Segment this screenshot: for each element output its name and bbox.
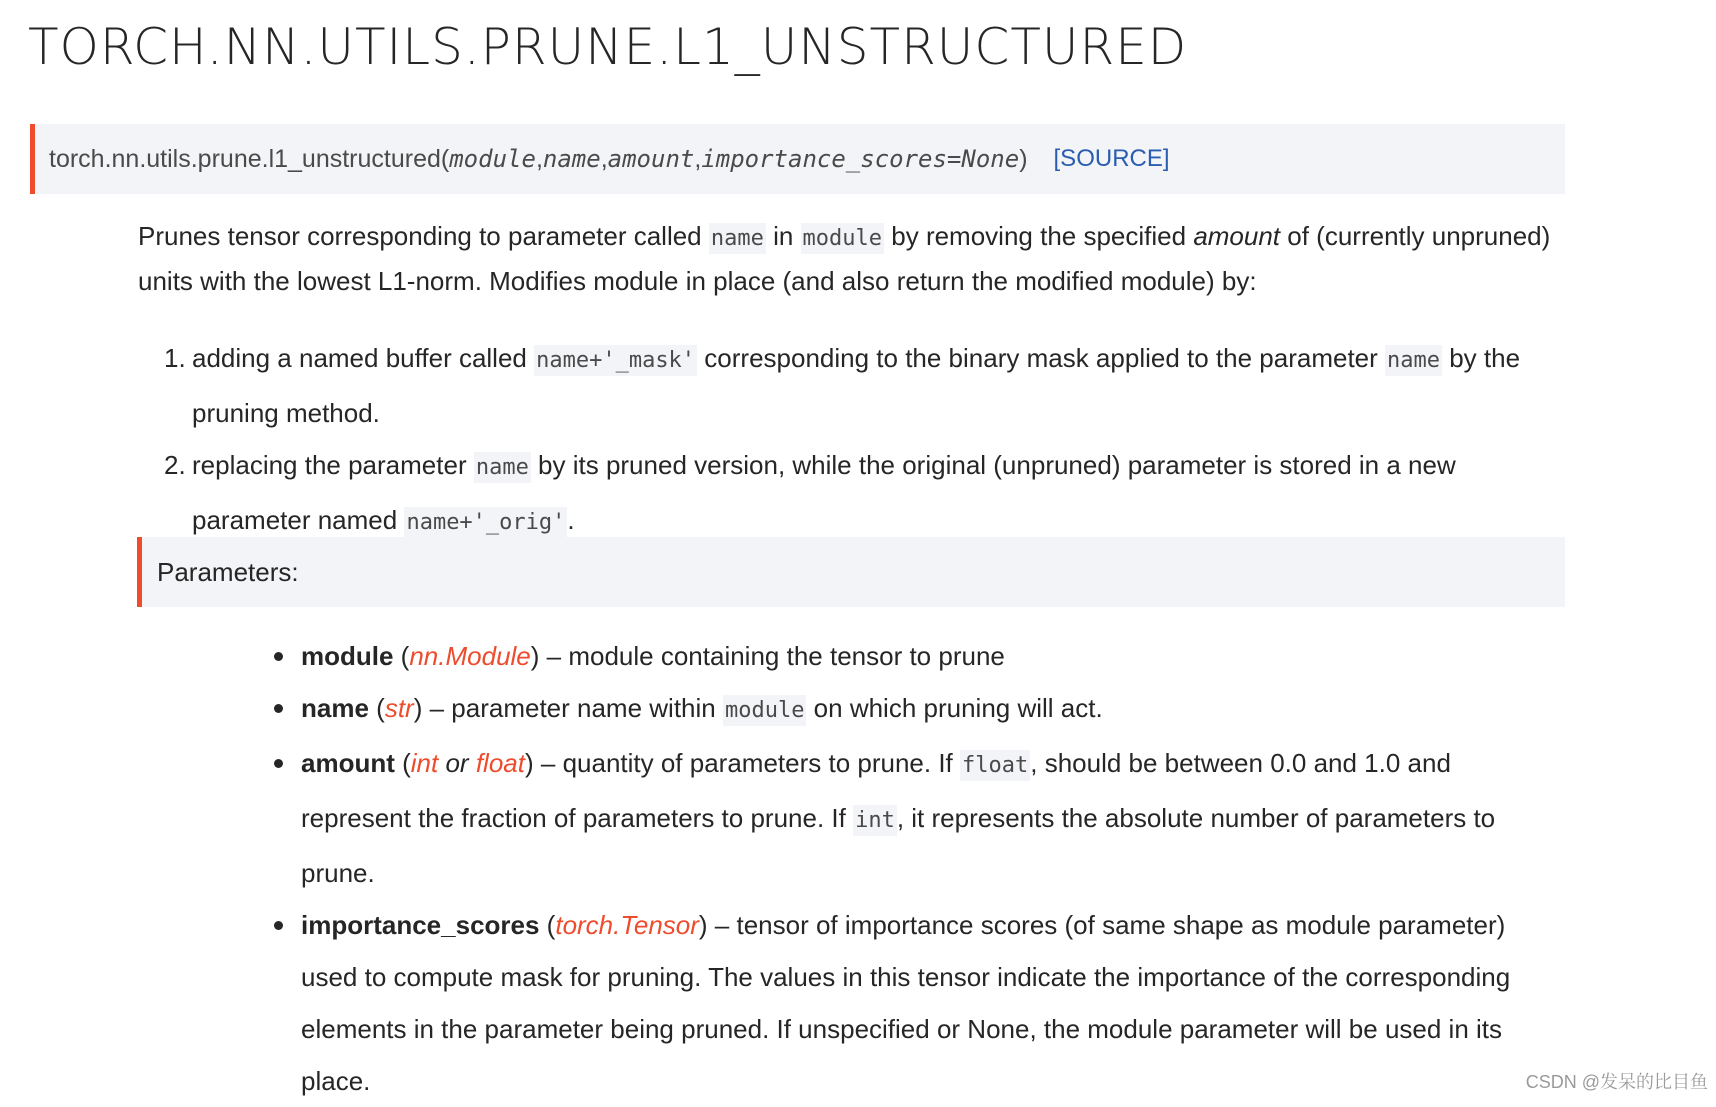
description-paragraph <box>138 215 1558 302</box>
signature-open-paren: ( <box>440 144 450 173</box>
signature-arg-amount: amount <box>607 145 695 173</box>
param-paren: ( <box>393 641 410 671</box>
description-text: by removing the specified <box>884 221 1194 251</box>
signature-separator: , <box>535 144 543 173</box>
signature-separator: , <box>600 144 608 173</box>
description-text: in <box>765 221 801 251</box>
list-item <box>140 439 1560 549</box>
signature-arg-module: module <box>449 145 536 173</box>
bullet <box>274 704 283 713</box>
bullet <box>274 759 283 768</box>
bullet <box>274 652 283 661</box>
param-type-link[interactable]: float <box>475 748 525 778</box>
param-item-importance-scores <box>272 899 1562 1107</box>
inline-code: name <box>709 223 766 254</box>
list-item-text: by its pruned version, while the original (unpruned) parameter is stored in a new parameter named <box>192 450 1456 535</box>
param-paren: ( <box>368 693 385 723</box>
param-name: module <box>301 641 394 671</box>
list-item-text: replacing the parameter <box>192 450 474 480</box>
watermark: CSDN @发呆的比目鱼 <box>1525 1072 1708 1092</box>
param-description: – quantity of parameters to prune. If <box>533 748 961 778</box>
param-paren: ) <box>524 748 534 778</box>
source-link[interactable]: [SOURCE] <box>1053 145 1170 172</box>
param-paren: ) <box>698 910 708 940</box>
page-title: TORCH.NN.UTILS.PRUNE.L1_UNSTRUCTURED <box>28 18 1188 76</box>
description-text: of (currently unpruned) units with the lowest L1-norm. Modifies module in place (and also return the modified module) by: <box>138 221 1551 296</box>
param-item-module <box>272 630 1562 682</box>
param-type-link[interactable]: torch.Tensor <box>555 910 699 940</box>
param-type-or: or <box>438 748 476 778</box>
description-text: Prunes tensor corresponding to parameter called <box>138 221 709 251</box>
param-description: , should be between 0.0 and 1.0 and represent the fraction of parameters to prune. If <box>301 748 1451 833</box>
function-signature <box>30 124 1565 194</box>
param-paren: ( <box>539 910 556 940</box>
list-item-text: . <box>567 505 575 535</box>
param-type-link[interactable]: nn.Module <box>409 641 531 671</box>
inline-code: module <box>723 695 806 726</box>
list-item <box>140 332 1560 439</box>
param-item-amount <box>272 737 1562 899</box>
param-description: – module containing the tensor to prune <box>539 641 1005 671</box>
param-description: , it represents the absolute number of parameters to prune. <box>301 803 1496 888</box>
list-item-text: by the pruning method. <box>192 343 1521 428</box>
signature-arg-name: name <box>542 145 601 173</box>
param-type-link[interactable]: int <box>410 748 439 778</box>
parameters-label: Parameters: <box>157 556 299 587</box>
param-paren: ) <box>413 693 423 723</box>
signature-separator: , <box>694 144 702 173</box>
list-item-text: adding a named buffer called <box>192 343 535 373</box>
list-number: 2. <box>164 450 186 480</box>
inline-code: module <box>801 223 884 254</box>
inline-code: name <box>1385 345 1442 376</box>
bullet <box>274 921 283 930</box>
param-paren: ( <box>394 748 411 778</box>
param-description: – tensor of importance scores (of same shape as module parameter) used to compute mask for pruning. The values in this tensor indicate the importance of the corresponding elements in the parameter being pruned. If unspecified or None, the module parameter will be used in its place. <box>301 910 1511 1096</box>
param-description: – parameter name within <box>422 693 723 723</box>
param-name: amount <box>301 748 395 778</box>
description-emphasis: amount <box>1193 221 1281 251</box>
signature-close-paren: ) <box>1019 144 1028 173</box>
param-paren: ) <box>530 641 540 671</box>
signature-function-name: torch.nn.utils.prune.l1_unstructured <box>49 144 441 173</box>
param-description: on which pruning will act. <box>806 693 1103 723</box>
param-item-name <box>272 682 1562 737</box>
list-number: 1. <box>164 343 186 373</box>
parameters-list <box>272 630 1562 1107</box>
param-name: importance_scores <box>301 910 540 940</box>
parameters-header <box>137 537 1565 607</box>
inline-code: name+'_orig' <box>404 507 567 538</box>
list-item-text: corresponding to the binary mask applied to the parameter <box>697 343 1386 373</box>
steps-list <box>140 332 1560 549</box>
param-type-link[interactable]: str <box>384 693 414 723</box>
inline-code: int <box>853 805 897 836</box>
signature-arg-importance-scores: importance_scores=None <box>701 145 1020 173</box>
inline-code: name+'_mask' <box>534 345 697 376</box>
param-name: name <box>301 693 369 723</box>
inline-code: float <box>960 750 1030 781</box>
inline-code: name <box>474 452 531 483</box>
